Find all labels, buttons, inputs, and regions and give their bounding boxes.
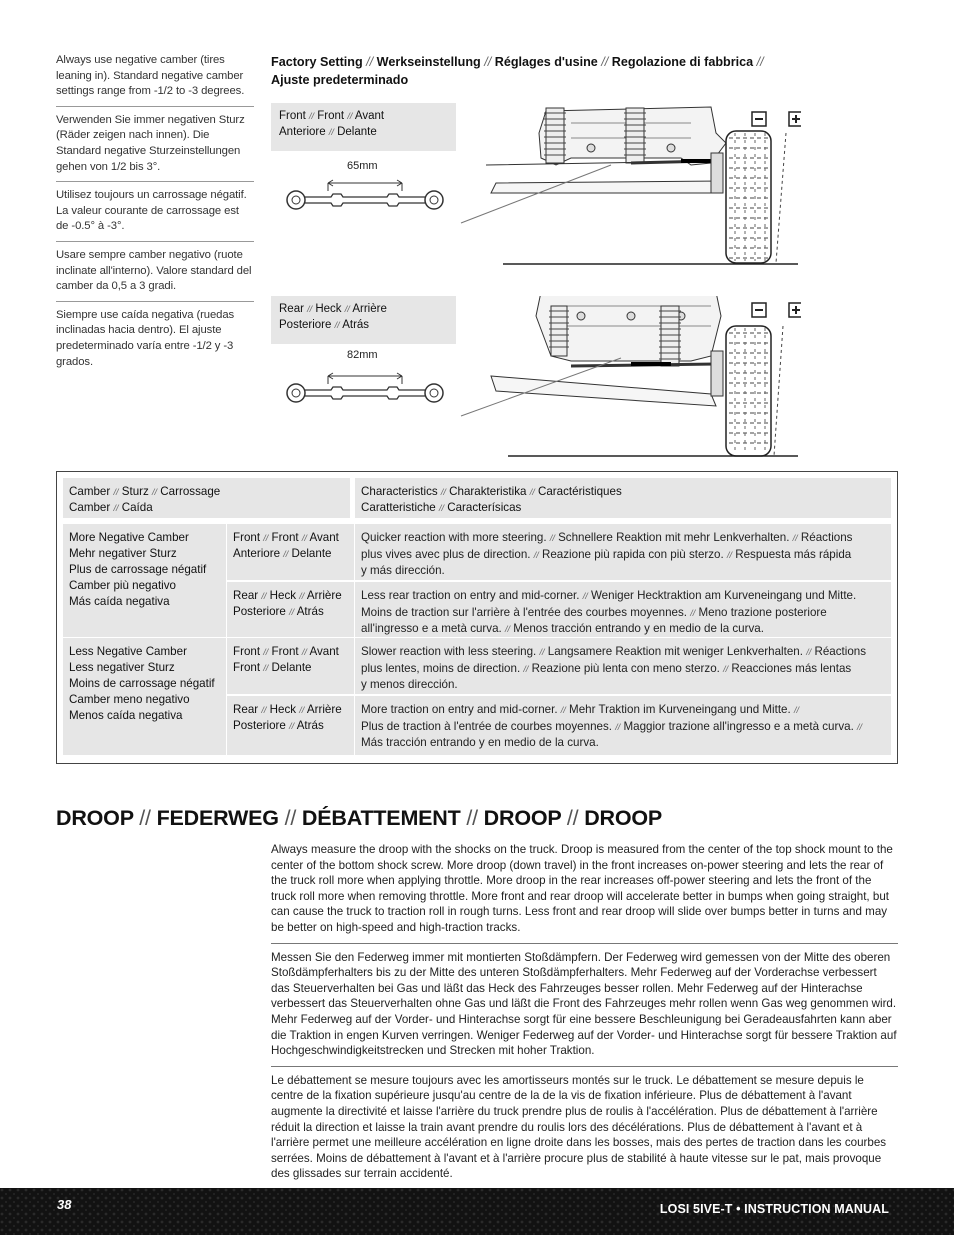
group2-front-text: Slower reaction with less steering. // Langsamere Reaktion mit weniger Lenkverhalten. // Réactions plus lentes, moins de direction. // Reazione più lenta con meno sterzo. // Reacciones más lentas y menos dirección. [355,638,891,694]
group2-front-label: Front // Front // Avant Front // Delante [227,638,354,694]
group1-front-label: Front // Front // Avant Anteriore // Delante [227,524,354,580]
page-number: 38 [57,1197,72,1212]
page-footer [0,1188,954,1235]
camber-note-it: Usare sempre camber negativo (ruote inclinate all'interno). Valore standard del camber da 0,5 a 3 gradi. [56,248,254,302]
camber-plus-icon [789,303,801,317]
group2-rear-text: More traction on entry and mid-corner. // Mehr Traktion im Kurveneingang und Mitte. // Plus de traction à l'entrée de courbes moyennes. // Maggior trazione all'ingresso e a metà curva. // Más tracción entrando y en medio de la curva. [355,696,891,755]
table-header-camber: Camber // Sturz // Carrossage Camber // Caída [63,478,350,518]
camber-minus-icon [752,303,766,317]
camber-note-de: Verwenden Sie immer negativen Sturz (Räder zeigen nach innen). Die Standard negative Sturzeinstellungen gehen von 1/2 bis 3°. [56,113,254,182]
camber-note-es: Siempre use caída negativa (ruedas inclinadas hacia dentro). El ajuste predeterminado varía entre -1/2 y -3 grados. [56,308,235,368]
droop-text [271,842,898,1195]
camber-characteristics-table [56,471,898,764]
group2-rear-label: Rear // Heck // Arrière Posteriore // Atrás [227,696,354,755]
droop-paragraph-fr: Le débattement se mesure toujours avec les amortisseurs montés sur le truck. Le débattement se mesure depuis le centre de la fixation supérieure jusqu'au centre de la de la vis de fixation inférieure. Plus de débattement à l'avant augmente la directivité et laisse l'arrière du truck prendre plus de roulis à l'accélération. Plus de débattement à l'arrière réduit la direction et laisse la train avant prendre du roulis lors des décélérations. Plus de débattement à l'avant et à l'arrière permet une meilleure accélération en ligne droite dans les bosses, mais des pertes de traction dans les courbes serrées. Moins de débattement à l'avant et à l'arrière procure plus de stabilité à haute vitesse sur le pat, mais provoque des glissades sur terrain accidenté. [271,1073,887,1181]
front-camber-figure [271,103,801,268]
group-less-negative-camber: Less Negative Camber Less negativer Sturz Moins de carrossage négatif Camber meno negativo Menos caída negativa [63,638,226,755]
rear-figure-label: Rear // Heck // Arrière Posteriore // Atrás [271,296,456,344]
camber-note-fr: Utilisez toujours un carrossage négatif. La valeur courante de carrossage est de -0.5° à -3°. [56,188,254,242]
front-figure-label: Front // Front // Avant Anteriore // Delante [271,103,456,151]
camber-note-en: Always use negative camber (tires leaning in). Standard negative camber settings range from -1/2 to -3 degrees. [56,53,254,107]
table-header-characteristics: Characteristics // Charakteristika // Caractéristiques Caratteristiche // Caracterísicas [355,478,891,518]
rear-camber-figure [271,296,801,461]
droop-paragraph-de: Messen Sie den Federweg immer mit montierten Stoßdämpfern. Der Federweg wird gemessen von der Mitte des oberen Stoßdämpferhalters bis zu der Mitte des unteren Stoßdämpferhalters. Mehr Federweg auf der Vorderachse verbessert das Steuerverhalten bei Gas und läßt das Heck des Fahrzeuges besser rollen. Mehr Federweg auf der Hinterachse verbessert das Steuerverhalten ohne Gas und läßt die Front des Fahrzeuges mehr rollen wenn Gas weg genommen wird. Mehr Federweg auf der Vorder- und Hinterachse sorgt für eine bessere Beschleunigung bei Geradeausfahrten kann aber die Traktion in engen Kurven verringen. Weniger Federweg auf der Vorder- und Hinterachse sorgt für bessere Traktion auf Hochgeschwindigkeitstrecken und Strecken mit hoher Traktion. [271,950,898,1067]
group-more-negative-camber: More Negative Camber Mehr negativer Sturz Plus de carrossage négatif Camber più negativo Más caída negativa [63,524,226,637]
group1-rear-label: Rear // Heck // Arrière Posteriore // Atrás [227,582,354,637]
factory-setting-heading: Factory Setting // Werkseinstellung // Réglages d'usine // Regolazione di fabbrica // Ajuste predeterminado [271,55,764,87]
group1-rear-text: Less rear traction on entry and mid-corner. // Weniger Hecktraktion am Kurveneingang und Mitte. Moins de traction sur l'arrière à l'entrée des courbes moyennes. // Meno trazione posteriore all'ingresso e a metà curva. // Menos tracción entrando y en medio de la curva. [355,582,891,637]
manual-title: LOSI 5IVE-T • INSTRUCTION MANUAL [659,1202,889,1216]
droop-section-title: DROOP // FEDERWEG // DÉBATTEMENT // DROOP // DROOP [56,806,663,830]
droop-paragraph-en: Always measure the droop with the shocks on the truck. Droop is measured from the center of the top shock mount to the center of the bottom shock screw. More droop (down travel) in the front increases on-power steering and lets the rear of the truck roll more when applying throttle. More droop in the rear increases off-power steering and lets the front of the truck roll more when removing throttle. More front and rear droop will accelerate better in bumps when going straight, but can cause the truck to traction roll in rough turns. Less front and rear droop will slide over bumps better in turns and may be better on high-speed and high-traction tracks. [271,842,898,944]
group1-front-text: Quicker reaction with more steering. // Schnellere Reaktion mit mehr Lenkverhalten. // Réactions plus vives avec plus de direction. // Reazione più rapida con più sterzo. // Respuesta más rápida y más dirección. [355,524,891,580]
front-dimension: 65mm [347,160,378,172]
camber-plus-icon [789,112,801,126]
camber-minus-icon [752,112,766,126]
rear-dimension: 82mm [347,349,378,361]
camber-notes [56,53,254,382]
